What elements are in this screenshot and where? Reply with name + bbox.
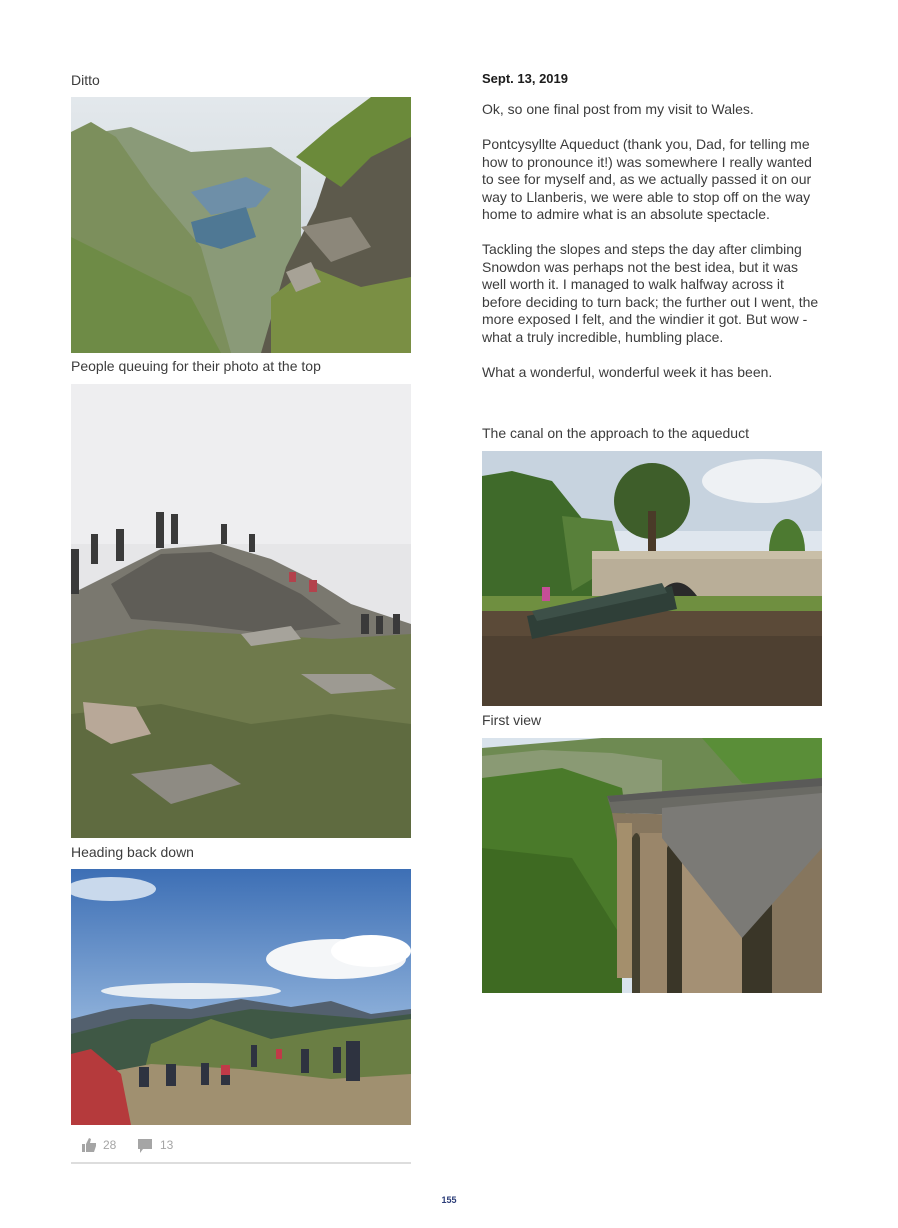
thumbs-up-icon[interactable] — [81, 1137, 97, 1158]
photo-snowdon-ridge-lakes — [71, 97, 411, 353]
post-paragraph: Tackling the slopes and steps the day after climbing Snowdon was perhaps not the best idea, but it was well worth it. I managed to walk halfway across it before deciding to turn back; the further out I went, the more exposed I felt, and the windier it got. But wow - what a truly incredible, humbling place. — [482, 241, 819, 345]
photo-summit-queue — [71, 384, 411, 838]
photo-caption-heading-back: Heading back down — [71, 844, 194, 860]
reactions-bar — [71, 1136, 411, 1158]
photo-canal-narrowboat — [482, 451, 822, 706]
photo-descending-path — [71, 869, 411, 1125]
photo-caption-canal: The canal on the approach to the aqueduct — [482, 425, 749, 441]
like-count: 28 — [103, 1138, 117, 1152]
post-body — [482, 101, 822, 381]
post-paragraph: Pontcysyllte Aqueduct (thank you, Dad, for telling me how to pronounce it!) was somewhere I really wanted to see for myself and, as we actually passed it on our way to Llanberis, we were able to stop off on the way home to admire what is an absolute spectacle. — [482, 136, 812, 222]
photo-caption-ditto: Ditto — [71, 72, 100, 88]
photo-caption-first-view: First view — [482, 712, 542, 728]
post-date: Sept. 13, 2019 — [482, 71, 568, 86]
comment-icon[interactable] — [137, 1138, 153, 1159]
divider — [71, 1162, 411, 1164]
post-paragraph: Ok, so one final post from my visit to Wales. — [482, 101, 754, 117]
page-number: 155 — [441, 1195, 457, 1205]
photo-aqueduct — [482, 738, 822, 993]
post-paragraph: What a wonderful, wonderful week it has been. — [482, 363, 773, 380]
photo-caption-queue: People queuing for their photo at the top — [71, 358, 321, 374]
comment-count: 13 — [160, 1138, 174, 1152]
